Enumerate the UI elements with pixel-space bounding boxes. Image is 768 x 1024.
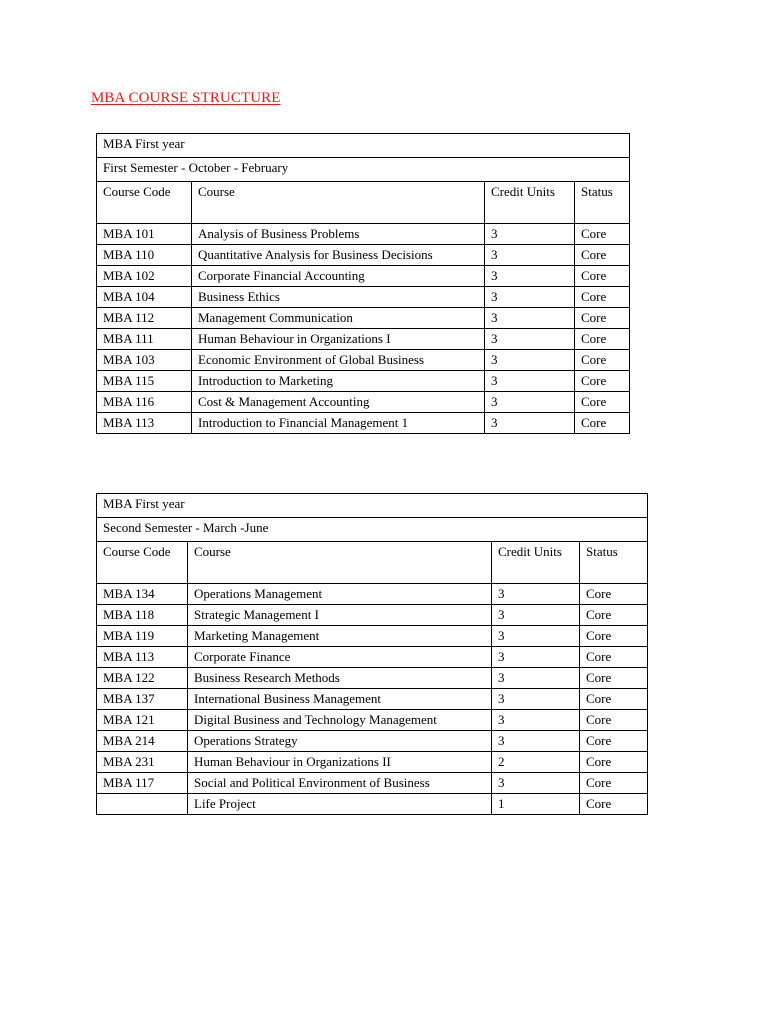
course-row: [97, 584, 648, 605]
course-name-cell: Corporate Financial Accounting: [192, 266, 485, 287]
course-name-cell: Quantitative Analysis for Business Decisions: [192, 245, 485, 266]
course-row: [97, 710, 648, 731]
course-code-cell: MBA 117: [97, 773, 188, 794]
credit-units-cell: 3: [485, 245, 575, 266]
course-name-cell: Human Behaviour in Organizations II: [188, 752, 492, 773]
course-code-cell: MBA 102: [97, 266, 192, 287]
course-code-cell: MBA 119: [97, 626, 188, 647]
status-cell: Core: [575, 287, 630, 308]
course-name-cell: Analysis of Business Problems: [192, 224, 485, 245]
course-row: [97, 329, 630, 350]
header-credit-units: Credit Units: [492, 542, 580, 584]
credit-units-cell: 3: [485, 350, 575, 371]
status-cell: Core: [575, 224, 630, 245]
course-row: [97, 371, 630, 392]
year-row: [97, 134, 630, 158]
status-cell: Core: [575, 392, 630, 413]
status-cell: Core: [575, 371, 630, 392]
course-name-cell: Digital Business and Technology Management: [188, 710, 492, 731]
status-cell: Core: [575, 308, 630, 329]
course-code-cell: MBA 137: [97, 689, 188, 710]
course-name-cell: Life Project: [188, 794, 492, 815]
status-cell: Core: [580, 584, 648, 605]
course-row: [97, 752, 648, 773]
course-name-cell: Operations Strategy: [188, 731, 492, 752]
status-cell: Core: [575, 350, 630, 371]
status-cell: Core: [575, 413, 630, 434]
column-header-row: [97, 182, 630, 224]
semester-heading: First Semester - October - February: [97, 158, 630, 182]
status-cell: Core: [575, 266, 630, 287]
course-name-cell: Marketing Management: [188, 626, 492, 647]
credit-units-cell: 3: [485, 224, 575, 245]
course-code-cell: [97, 794, 188, 815]
semester-row: [97, 518, 648, 542]
status-cell: Core: [575, 245, 630, 266]
course-row: [97, 266, 630, 287]
course-code-cell: MBA 116: [97, 392, 192, 413]
course-row: [97, 224, 630, 245]
header-status: Status: [575, 182, 630, 224]
course-name-cell: Introduction to Financial Management 1: [192, 413, 485, 434]
status-cell: Core: [580, 605, 648, 626]
course-code-cell: MBA 111: [97, 329, 192, 350]
course-row: [97, 350, 630, 371]
credit-units-cell: 3: [492, 731, 580, 752]
course-row: [97, 773, 648, 794]
course-code-cell: MBA 112: [97, 308, 192, 329]
course-code-cell: MBA 103: [97, 350, 192, 371]
column-header-row: [97, 542, 648, 584]
credit-units-cell: 3: [492, 668, 580, 689]
credit-units-cell: 1: [492, 794, 580, 815]
header-course-code: Course Code: [97, 542, 188, 584]
course-name-cell: International Business Management: [188, 689, 492, 710]
credit-units-cell: 3: [485, 266, 575, 287]
course-name-cell: Cost & Management Accounting: [192, 392, 485, 413]
course-row: [97, 731, 648, 752]
year-heading: MBA First year: [97, 494, 648, 518]
credit-units-cell: 3: [492, 647, 580, 668]
course-name-cell: Business Ethics: [192, 287, 485, 308]
course-name-cell: Strategic Management I: [188, 605, 492, 626]
status-cell: Core: [580, 773, 648, 794]
credit-units-cell: 3: [485, 392, 575, 413]
header-course: Course: [188, 542, 492, 584]
credit-units-cell: 3: [492, 710, 580, 731]
status-cell: Core: [580, 626, 648, 647]
credit-units-cell: 3: [485, 371, 575, 392]
course-name-cell: Corporate Finance: [188, 647, 492, 668]
course-code-cell: MBA 101: [97, 224, 192, 245]
credit-units-cell: 3: [492, 584, 580, 605]
status-cell: Core: [580, 647, 648, 668]
first-semester-table: [96, 133, 630, 434]
status-cell: Core: [580, 752, 648, 773]
credit-units-cell: 3: [485, 308, 575, 329]
course-row: [97, 605, 648, 626]
course-name-cell: Operations Management: [188, 584, 492, 605]
status-cell: Core: [580, 668, 648, 689]
course-row: [97, 689, 648, 710]
course-row: [97, 413, 630, 434]
credit-units-cell: 3: [485, 413, 575, 434]
credit-units-cell: 3: [492, 605, 580, 626]
course-code-cell: MBA 113: [97, 647, 188, 668]
course-code-cell: MBA 121: [97, 710, 188, 731]
status-cell: Core: [580, 794, 648, 815]
status-cell: Core: [580, 710, 648, 731]
credit-units-cell: 3: [492, 773, 580, 794]
course-name-cell: Economic Environment of Global Business: [192, 350, 485, 371]
course-row: [97, 626, 648, 647]
course-code-cell: MBA 110: [97, 245, 192, 266]
course-name-cell: Introduction to Marketing: [192, 371, 485, 392]
course-row: [97, 392, 630, 413]
header-status: Status: [580, 542, 648, 584]
course-code-cell: MBA 134: [97, 584, 188, 605]
course-row: [97, 647, 648, 668]
header-course: Course: [192, 182, 485, 224]
credit-units-cell: 3: [492, 689, 580, 710]
course-row: [97, 794, 648, 815]
status-cell: Core: [575, 329, 630, 350]
course-row: [97, 308, 630, 329]
course-code-cell: MBA 118: [97, 605, 188, 626]
course-code-cell: MBA 122: [97, 668, 188, 689]
credit-units-cell: 3: [485, 329, 575, 350]
credit-units-cell: 3: [485, 287, 575, 308]
semester-row: [97, 158, 630, 182]
credit-units-cell: 2: [492, 752, 580, 773]
course-row: [97, 668, 648, 689]
header-credit-units: Credit Units: [485, 182, 575, 224]
course-code-cell: MBA 214: [97, 731, 188, 752]
course-row: [97, 287, 630, 308]
second-semester-table: [96, 493, 648, 815]
course-name-cell: Business Research Methods: [188, 668, 492, 689]
year-row: [97, 494, 648, 518]
course-code-cell: MBA 115: [97, 371, 192, 392]
course-name-cell: Social and Political Environment of Business: [188, 773, 492, 794]
header-course-code: Course Code: [97, 182, 192, 224]
year-heading: MBA First year: [97, 134, 630, 158]
course-row: [97, 245, 630, 266]
course-name-cell: Management Communication: [192, 308, 485, 329]
course-name-cell: Human Behaviour in Organizations I: [192, 329, 485, 350]
status-cell: Core: [580, 731, 648, 752]
credit-units-cell: 3: [492, 626, 580, 647]
course-code-cell: MBA 104: [97, 287, 192, 308]
semester-heading: Second Semester - March -June: [97, 518, 648, 542]
status-cell: Core: [580, 689, 648, 710]
course-code-cell: MBA 113: [97, 413, 192, 434]
document-title: MBA COURSE STRUCTURE: [91, 90, 281, 106]
course-code-cell: MBA 231: [97, 752, 188, 773]
